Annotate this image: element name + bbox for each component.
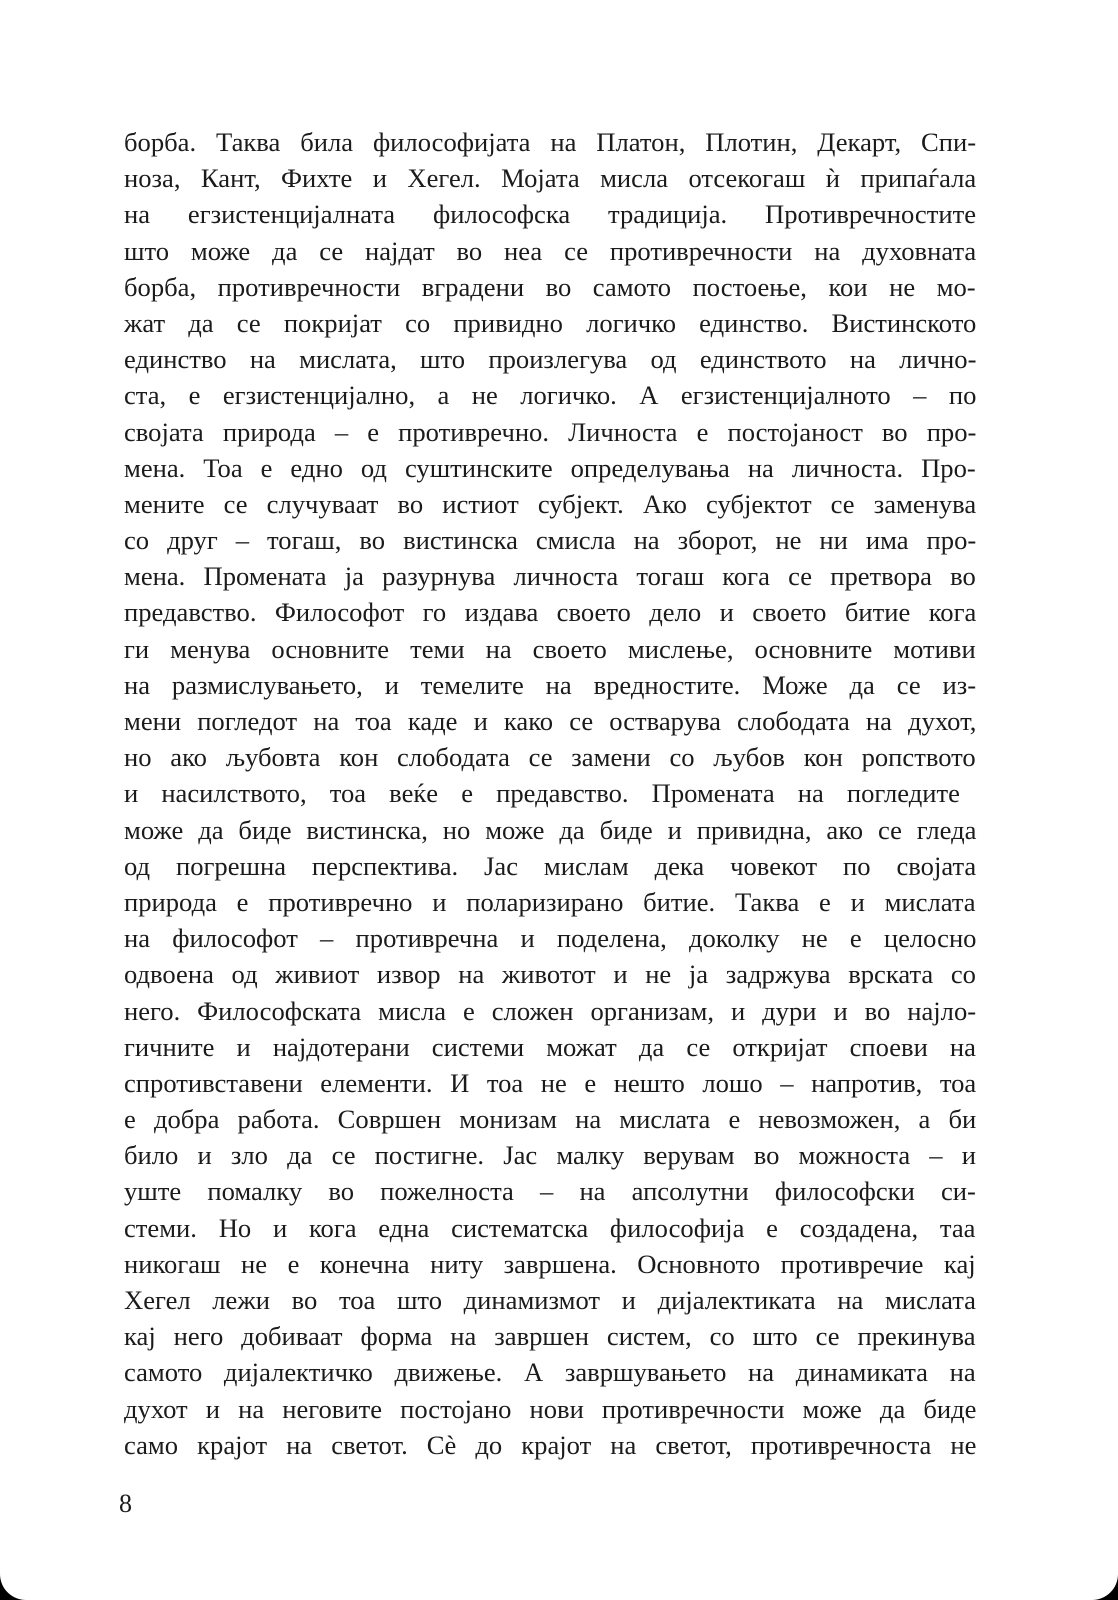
text-line: на размислувањето, и темелите на вредностите. Може да се из-: [124, 669, 977, 700]
text-line: самото дијалектичко движење. А завршувањето на динамиката на: [124, 1357, 976, 1388]
text-line: е добра работа. Совршен монизам на мислата е невозможен, а би: [124, 1104, 977, 1135]
text-line: духот и на неговите постојано нови противречности може да биде: [124, 1393, 977, 1424]
text-line: може да биде вистинска, но може да биде и привидна, ако се гледа: [124, 814, 977, 845]
text-line: стеми. Но и кога една систематска философија е создадена, таа: [124, 1212, 976, 1243]
text-line: борба. Таква била философијата на Платон, Плотин, Декарт, Спи-: [124, 127, 977, 157]
text-line: одвоена од живиот извор на животот и не ја задржува врската со: [124, 959, 976, 990]
text-line: со друг – тогаш, во вистинска смисла на зборот, не ни има про-: [124, 525, 977, 556]
text-line: било и зло да се постигне. Јас малку верувам во можноста – и: [124, 1140, 976, 1171]
text-line: спротивставени елементи. И тоа не е нешто лошо – напротив, тоа: [124, 1067, 977, 1098]
text-line: предавство. Философот го издава своето дело и своето битие кога: [124, 597, 977, 628]
text-line: мените се случуваат во истиот субјект. Ако субјектот се заменува: [124, 488, 977, 519]
text-line: ста, е егзистенцијално, а не логичко. А егзистенцијалното – по: [124, 380, 977, 411]
text-line: на философот – противречна и поделена, доколку не е целосно: [124, 923, 977, 954]
text-line: само крајот на светот. Сѐ до крајот на светот, противречноста не: [124, 1429, 977, 1460]
text-line: природа е противречно и поларизирано битие. Таква е и мислата: [124, 886, 976, 917]
page-number: 8: [119, 1489, 132, 1518]
text-line: но ако љубовта кон слободата се замени со љубов кон ропството: [124, 742, 976, 773]
text-line: единство на мислата, што произлегува од единството на лично-: [124, 344, 977, 375]
text-line: ноза, Кант, Фихте и Хегел. Мојата мисла отсекогаш ѝ припаѓала: [124, 163, 977, 194]
text-line: уште помалку во пожелноста – на апсолутни философски си-: [124, 1176, 976, 1207]
text-line: гичните и најдотерани системи можат да се откријат споеви на: [124, 1031, 976, 1062]
text-line: својата природа – е противречно. Личноста е постојаност во про-: [124, 416, 977, 447]
text-line: него. Философската мисла е сложен организам, и дури и во најло-: [124, 995, 977, 1026]
text-line: на егзистенцијалната философска традиција. Противречностите: [124, 199, 977, 230]
text-line: мена. Тоа е едно од суштинските определувања на личноста. Про-: [124, 452, 976, 483]
body-text: [124, 124, 976, 1463]
text-line: мени погледот на тоа каде и како се остварува слободата на духот,: [124, 706, 977, 736]
text-line: мена. Промената ја разурнува личноста тогаш кога се претвора во: [124, 561, 976, 592]
text-line: од погрешна перспектива. Јас мислам дека човекот по својата: [124, 850, 977, 881]
text-line: жат да се покријат со привидно логичко единство. Вистинското: [124, 307, 977, 338]
text-line: кај него добиваат форма на завршен систем, со што се прекинува: [124, 1321, 976, 1352]
text-line: Хегел лежи во тоа што динамизмот и дијалектиката на мислата: [124, 1285, 976, 1315]
text-line: никогаш не е конечна ниту завршена. Основното противречие кај: [124, 1248, 976, 1279]
text-line: борба, противречности вградени во самото постоење, кои не мо-: [124, 271, 976, 302]
text-line: и насилството, тоа веќе е предавство. Промената на погледите: [124, 778, 960, 809]
text-line: ги менува основните теми на своето мислење, основните мотиви: [124, 633, 976, 664]
text-line: што може да се најдат во неа се противречности на духовната: [124, 235, 977, 266]
